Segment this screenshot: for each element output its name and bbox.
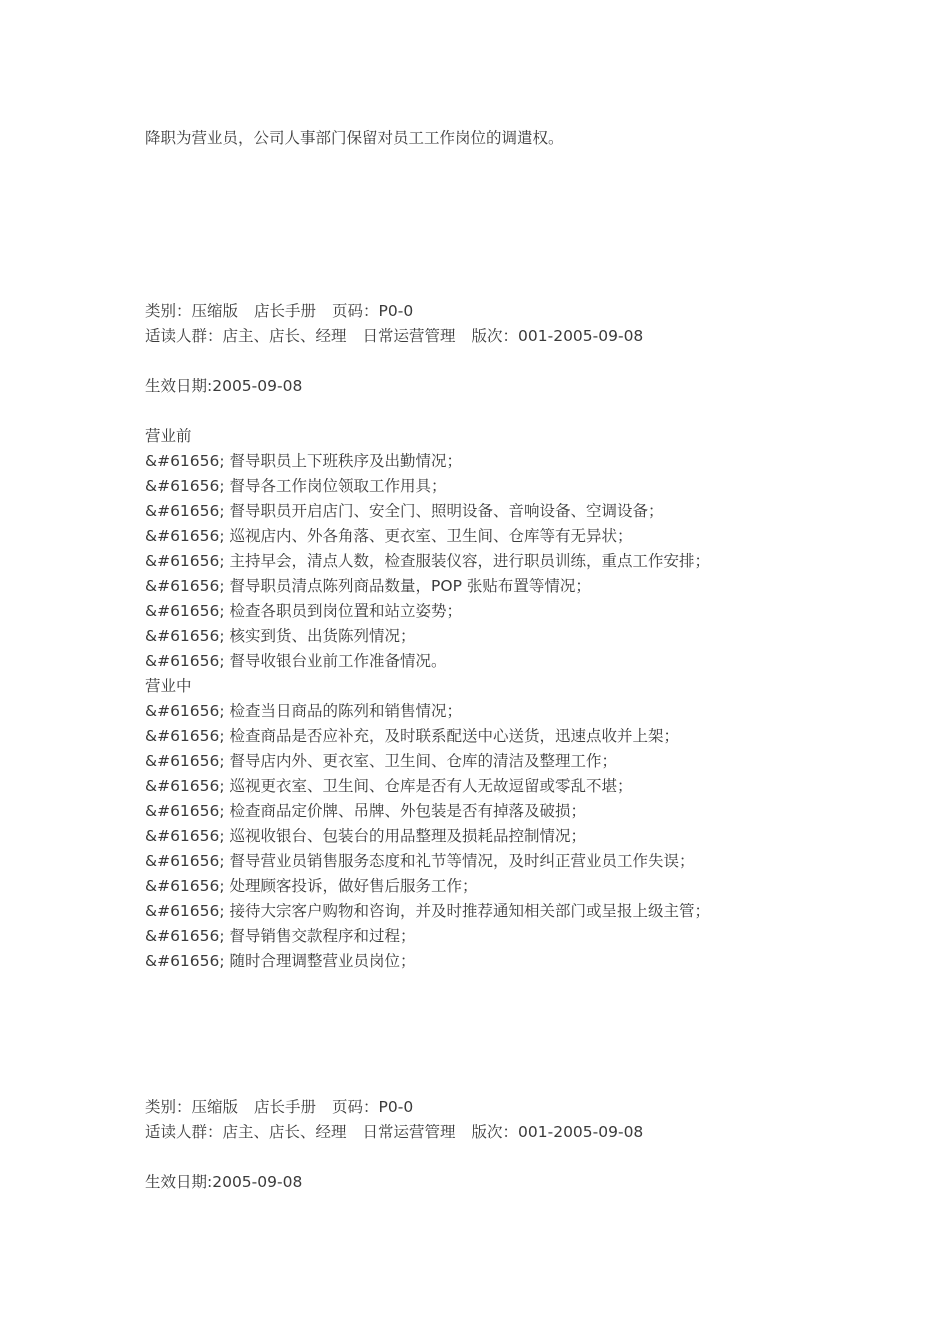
list-item: &#61656; 检查各职员到岗位置和站立姿势； xyxy=(145,602,463,620)
before-business-section xyxy=(145,424,710,674)
list-item: &#61656; 检查当日商品的陈列和销售情况； xyxy=(145,702,463,720)
list-item: &#61656; 核实到货、出货陈列情况； xyxy=(145,627,416,645)
audience-label: 适读人群：店主、店长、经理 xyxy=(145,1123,347,1141)
list-item: &#61656; 督导收银台业前工作准备情况。 xyxy=(145,652,447,670)
version-label: 版次：001-2005-09-08 xyxy=(471,1123,644,1141)
category-label: 类别：压缩版 xyxy=(145,302,239,320)
doc-header-meta-1 xyxy=(145,299,413,324)
doc-header-audience-1 xyxy=(145,324,643,349)
list-item: &#61656; 巡视更衣室、卫生间、仓库是否有人无故逗留或零乱不堪； xyxy=(145,777,633,795)
page-code-label: 页码：P0-0 xyxy=(332,302,414,320)
list-item: &#61656; 检查商品定价牌、吊牌、外包装是否有掉落及破损； xyxy=(145,802,587,820)
list-item: &#61656; 督导店内外、更衣室、卫生间、仓库的清洁及整理工作； xyxy=(145,752,618,770)
during-business-section xyxy=(145,674,710,974)
list-item: &#61656; 随时合理调整营业员岗位； xyxy=(145,952,416,970)
list-item: &#61656; 督导营业员销售服务态度和礼节等情况，及时纠正营业员工作失误； xyxy=(145,852,695,870)
list-item: &#61656; 处理顾客投诉，做好售后服务工作； xyxy=(145,877,478,895)
section-label: 日常运营管理 xyxy=(362,1123,456,1141)
list-item: &#61656; 督导职员开启店门、安全门、照明设备、音响设备、空调设备； xyxy=(145,502,664,520)
doc-header-meta-2 xyxy=(145,1095,413,1120)
list-item: &#61656; 主持早会，清点人数，检查服装仪容，进行职员训练，重点工作安排； xyxy=(145,552,711,570)
list-item: &#61656; 督导职员清点陈列商品数量，POP 张贴布置等情况； xyxy=(145,577,591,595)
page-code-label: 页码：P0-0 xyxy=(332,1098,414,1116)
list-item: &#61656; 检查商品是否应补充，及时联系配送中心送货，迅速点收并上架； xyxy=(145,727,680,745)
effective-date-1: 生效日期:2005-09-08 xyxy=(145,377,303,395)
doc-header-audience-2 xyxy=(145,1120,643,1145)
category-label: 类别：压缩版 xyxy=(145,1098,239,1116)
list-item: &#61656; 巡视收银台、包装台的用品整理及损耗品控制情况； xyxy=(145,827,587,845)
manual-label: 店长手册 xyxy=(254,302,317,320)
section-heading: 营业中 xyxy=(145,677,192,695)
list-item: &#61656; 巡视店内、外各角落、更衣室、卫生间、仓库等有无异状； xyxy=(145,527,633,545)
manual-label: 店长手册 xyxy=(254,1098,317,1116)
list-item: &#61656; 督导销售交款程序和过程； xyxy=(145,927,416,945)
list-item: &#61656; 接待大宗客户购物和咨询，并及时推荐通知相关部门或呈报上级主管； xyxy=(145,902,711,920)
audience-label: 适读人群：店主、店长、经理 xyxy=(145,327,347,345)
list-item: &#61656; 督导职员上下班秩序及出勤情况； xyxy=(145,452,463,470)
section-heading: 营业前 xyxy=(145,427,192,445)
section-label: 日常运营管理 xyxy=(362,327,456,345)
intro-paragraph: 降职为营业员，公司人事部门保留对员工工作岗位的调遣权。 xyxy=(145,129,564,147)
version-label: 版次：001-2005-09-08 xyxy=(471,327,644,345)
effective-date-2: 生效日期:2005-09-08 xyxy=(145,1173,303,1191)
list-item: &#61656; 督导各工作岗位领取工作用具； xyxy=(145,477,447,495)
